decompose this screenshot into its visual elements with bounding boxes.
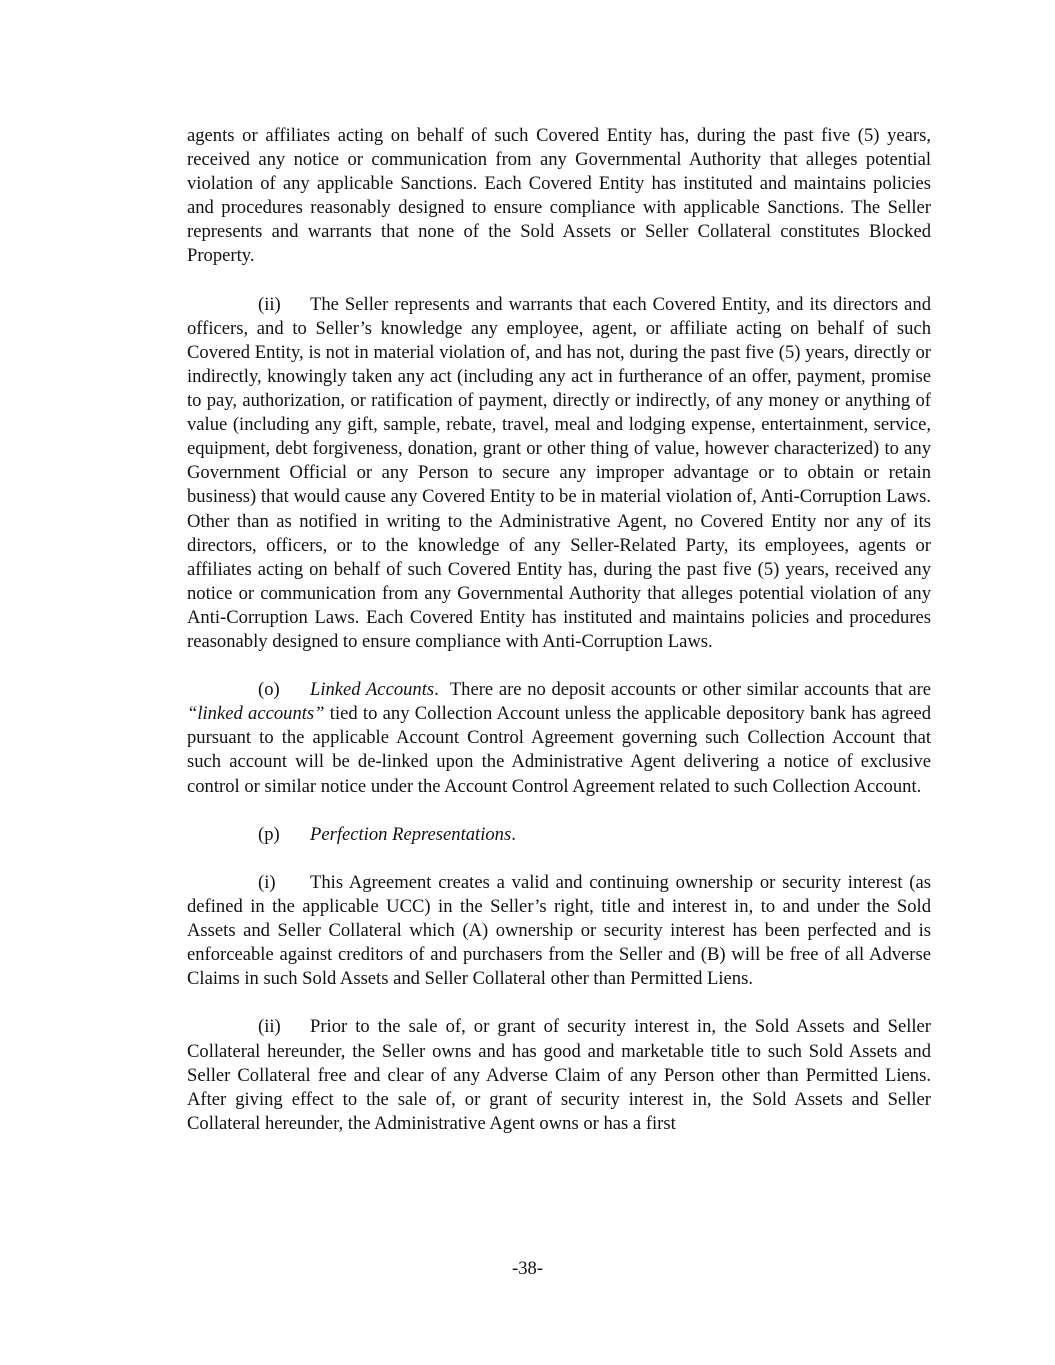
clause-number: (i) — [258, 871, 276, 893]
paragraph-text: This Agreement creates a valid and continuing ownership or security interest (as defined in the applicable UCC) in the Seller’s right, title and interest in, to and under the Sold Assets and Seller Collateral which (A) ownership or security interest has been perfected and is enforceable against creditors of and purchasers from the Seller and (B) will be free of all Adverse Claims in such Sold Assets and Seller Collateral other than Permitted Liens. — [187, 871, 931, 990]
section-heading: Perfection Representations — [310, 823, 512, 845]
clause-number: (o) — [258, 679, 280, 701]
paragraph-text: There are no deposit accounts or other similar accounts that are — [449, 679, 932, 701]
paragraph-perfection-i — [187, 871, 931, 991]
document-page — [187, 124, 931, 1160]
clause-number: (p) — [258, 823, 280, 845]
paragraph-anti-corruption — [187, 293, 931, 654]
clause-number: (ii) — [258, 293, 281, 315]
paragraph-text: agents or affiliates acting on behalf of such Covered Entity has, during the past five (5) years, received any notice or communication from any Governmental Authority that alleges potential violation of any applicable Sanctions. Each Covered Entity has instituted and maintains policies and procedures reasonably designed to ensure compliance with applicable Sanctions. The Seller represents and warrants that none of the Sold Assets or Seller Collateral constitutes Blocked Property. — [187, 125, 931, 267]
page-number: -38- — [512, 1258, 543, 1279]
quoted-term: “linked accounts” — [187, 703, 325, 725]
paragraph-linked-accounts — [187, 678, 931, 798]
heading-punctuation: . — [434, 679, 450, 701]
clause-number: (ii) — [258, 1016, 281, 1038]
paragraph-text: tied to any Collection Account unless the applicable depository bank has agreed pursuant to the applicable Account Control Agreement governing such Collection Account that such account will be de-linked upon the Administrative Agent delivering a notice of exclusive control or similar notice under the Account Control Agreement related to such Collection Account. — [187, 703, 932, 797]
section-heading: Linked Accounts — [310, 679, 435, 701]
paragraph-text: The Seller represents and warrants that each Covered Entity, and its directors and officers, and to Seller’s knowledge any employee, agent, or affiliate acting on behalf of such Covered Entity, is not in material violation of, and has not, during the past five (5) years, directly or indirectly, knowingly taken any act (including any act in furtherance of an offer, payment, promise to pay, authorization, or ratification of payment, directly or indirectly, of any money or anything of value (including any gift, sample, rebate, travel, meal and lodging expense, entertainment, service, equipment, debt forgiveness, donation, grant or other thing of value, however characterized) to any Government Official or any Person to secure any improper advantage or to obtain or retain business) that would cause any Covered Entity to be in material violation of, Anti-Corruption Laws. Other than as notified in writing to the Administrative Agent, no Covered Entity nor any of its directors, officers, or to the knowledge of any Seller-Related Party, its employees, agents or affiliates acting on behalf of such Covered Entity has, during the past five (5) years, received any notice or communication from any Governmental Authority that alleges potential violation of any Anti-Corruption Laws. Each Covered Entity has instituted and maintains policies and procedures reasonably designed to ensure compliance with Anti-Corruption Laws. — [187, 293, 931, 652]
paragraph-perfection-heading — [187, 823, 931, 847]
paragraph-sanctions-continued — [187, 124, 931, 269]
paragraph-perfection-ii — [187, 1015, 931, 1135]
heading-punctuation: . — [511, 823, 516, 845]
paragraph-text: Prior to the sale of, or grant of security interest in, the Sold Assets and Seller Collateral hereunder, the Seller owns and has good and marketable title to such Sold Assets and Seller Collateral free and clear of any Adverse Claim of any Person other than Permitted Liens. After giving effect to the sale of, or grant of security interest in, the Sold Assets and Seller Collateral hereunder, the Administrative Agent owns or has a first — [187, 1016, 931, 1134]
